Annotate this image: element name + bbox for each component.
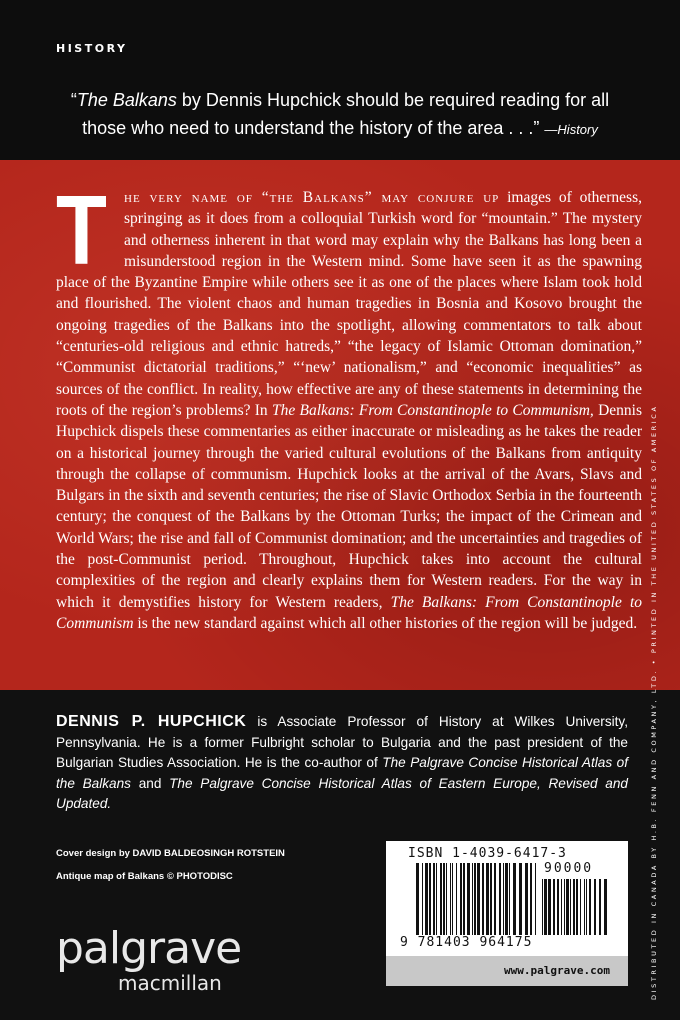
barcode-bar — [499, 863, 501, 935]
ean-digits: 9 781403 964175 — [400, 935, 533, 950]
barcode-bar — [460, 863, 462, 935]
logo-sub: macmillan — [118, 971, 222, 995]
credits — [56, 842, 285, 888]
barcode-bar — [576, 879, 578, 935]
barcode-bar — [452, 863, 453, 935]
barcode-bar — [519, 863, 522, 935]
barcode-bar — [505, 863, 508, 935]
quote-source: —History — [544, 122, 598, 137]
barcode-bar — [467, 863, 470, 935]
barcode-bar — [589, 879, 591, 935]
bio-text-1: is Associate Professor of History at Wilkes University, Pennsylvania. He is a former Fulbright scholar to Bulgaria and the past president of the Bulgarian Studies Association. He is the co-author of — [56, 714, 628, 770]
quote-text: by Dennis Hupchick should be required reading for all those who need to understand the history of the area . . .” — [82, 90, 610, 138]
barcode-bar — [513, 863, 516, 935]
barcode-bar — [425, 863, 428, 935]
bio-book-1: The Palgrave Concise Historical Atlas of the Balkans — [56, 755, 628, 791]
map-credit: Antique map of Balkans © PHOTODISC — [56, 871, 233, 882]
distribution-note: DISTRIBUTED IN CANADA BY H.B. FENN AND COMPANY, LTD. • PRINTED IN THE UNITED STATES OF AMERICA — [650, 404, 658, 1000]
barcode-bar — [490, 863, 492, 935]
bio-book-2: The Palgrave Concise Historical Atlas of Eastern Europe, Revised and Updated. — [56, 775, 628, 811]
barcode-bar — [604, 879, 607, 935]
barcode-bar — [446, 863, 447, 935]
barcode-bar — [580, 879, 581, 935]
barcode-bar — [566, 879, 569, 935]
description-part-2: Dennis Hupchick dispels these commentaries as either inaccurate or misleading as he takes the reader on a historical journey through the varied cultural evolutions of the Balkans from antiquity through the collapse of communism. Hupchick looks at the arrival of the Avars, Slavs and Bulgars in the sixth and seventh centuries; the rise of Slavic Orthodox Serbia in the fourteenth century; the conquest of the Balkans by the Ottoman Turks; the impact of the Crimean and World Wars; the rise and fall of Communist domination; and the uncertainties and tragedies of the post-Communist period. Throughout, Hupchick takes into account the cultural complexities of the region and clearly explains them for Western readers. For the way in which it demystifies history for Western readers, — [56, 401, 642, 611]
barcode-bar — [530, 863, 532, 935]
description-part-1: images of otherness, springing as it does from a colloquial Turkish word for “mountain.” The mystery and otherness inherent in that word may explain why the Balkans has long been a misunderstood region in the Western mind. Some have seen it as the spawning place of the Byzantine Empire while others see it as one of the places where Islam took hold and flourished. The violent chaos and human tragedies in Bosnia and Kosovo brought the ongoing tragedies of the Balkans into the spotlight, allowing commentators to talk about “centuries-old religious and ethnic hatreds,” “the legacy of Islamic Ottoman domination,” “Communist dictatorial traditions,” “‘new’ nationalism,” and “economic inequalities” as sources of the conflict. In reality, how effective are any of these statements in determining the roots of the region’s problems? In — [56, 189, 642, 419]
barcode-bar — [594, 879, 596, 935]
barcode-bar — [422, 863, 423, 935]
lead-in: he very name of “the Balkans” may conjure up — [124, 189, 500, 206]
barcode-bar — [586, 879, 587, 935]
barcode-bar — [542, 879, 543, 935]
url-strip — [386, 956, 628, 986]
barcode-bar — [573, 879, 575, 935]
cover-design-credit: Cover design by DAVID BALDEOSINGH ROTSTEIN — [56, 848, 285, 859]
bio-and: and — [130, 775, 170, 791]
barcode-bar — [548, 879, 551, 935]
barcode-bar — [503, 863, 504, 935]
description-text — [56, 175, 643, 634]
barcode-bar — [599, 879, 601, 935]
barcode-bar — [474, 863, 476, 935]
barcode-bar — [564, 879, 565, 935]
barcode-bar — [553, 879, 555, 935]
barcode-bar — [443, 863, 445, 935]
logo-main: palgrave — [56, 923, 242, 974]
barcode-bar — [456, 863, 457, 935]
price-code: 90000 — [544, 861, 594, 876]
barcode-bar — [570, 879, 571, 935]
barcode-bar — [440, 863, 442, 935]
barcode-bar — [436, 863, 437, 935]
barcode-bar — [463, 863, 465, 935]
barcode-bar — [472, 863, 473, 935]
barcode-bar — [525, 863, 528, 935]
barcode-bar — [535, 863, 536, 935]
barcode-bar — [416, 863, 419, 935]
isbn-text: ISBN 1-4039-6417-3 — [408, 846, 567, 861]
category-label: HISTORY — [56, 42, 128, 55]
barcode-bar — [477, 863, 480, 935]
publisher-url: www.palgrave.com — [504, 964, 610, 977]
drop-cap: T — [56, 175, 107, 285]
barcode-box — [386, 841, 628, 986]
author-name: DENNIS P. HUPCHICK — [56, 713, 247, 730]
barcode-bar — [482, 863, 484, 935]
author-bio — [56, 712, 628, 815]
barcode-bar — [450, 863, 451, 935]
barcode-bar — [561, 879, 562, 935]
book-title-2: The Balkans: From Constantinople to Communism — [56, 593, 643, 632]
publisher-logo — [56, 923, 242, 995]
barcode-bar — [544, 879, 547, 935]
quote-book-title: The Balkans — [76, 90, 177, 110]
barcode-bar — [584, 879, 585, 935]
barcode-bar — [509, 863, 510, 935]
review-quote: “The Balkans by Dennis Hupchick should be required reading for all those who need to understand the history of the area . . .” —History — [70, 90, 610, 138]
barcode-bar — [429, 863, 431, 935]
barcode-bar — [433, 863, 435, 935]
description-part-3: is the new standard against which all other histories of the region will be judged. — [133, 614, 638, 632]
barcode-bar — [494, 863, 496, 935]
barcode-bar — [557, 879, 559, 935]
barcode-bar — [486, 863, 489, 935]
book-title-1: The Balkans: From Constantinople to Communism, — [271, 401, 594, 419]
